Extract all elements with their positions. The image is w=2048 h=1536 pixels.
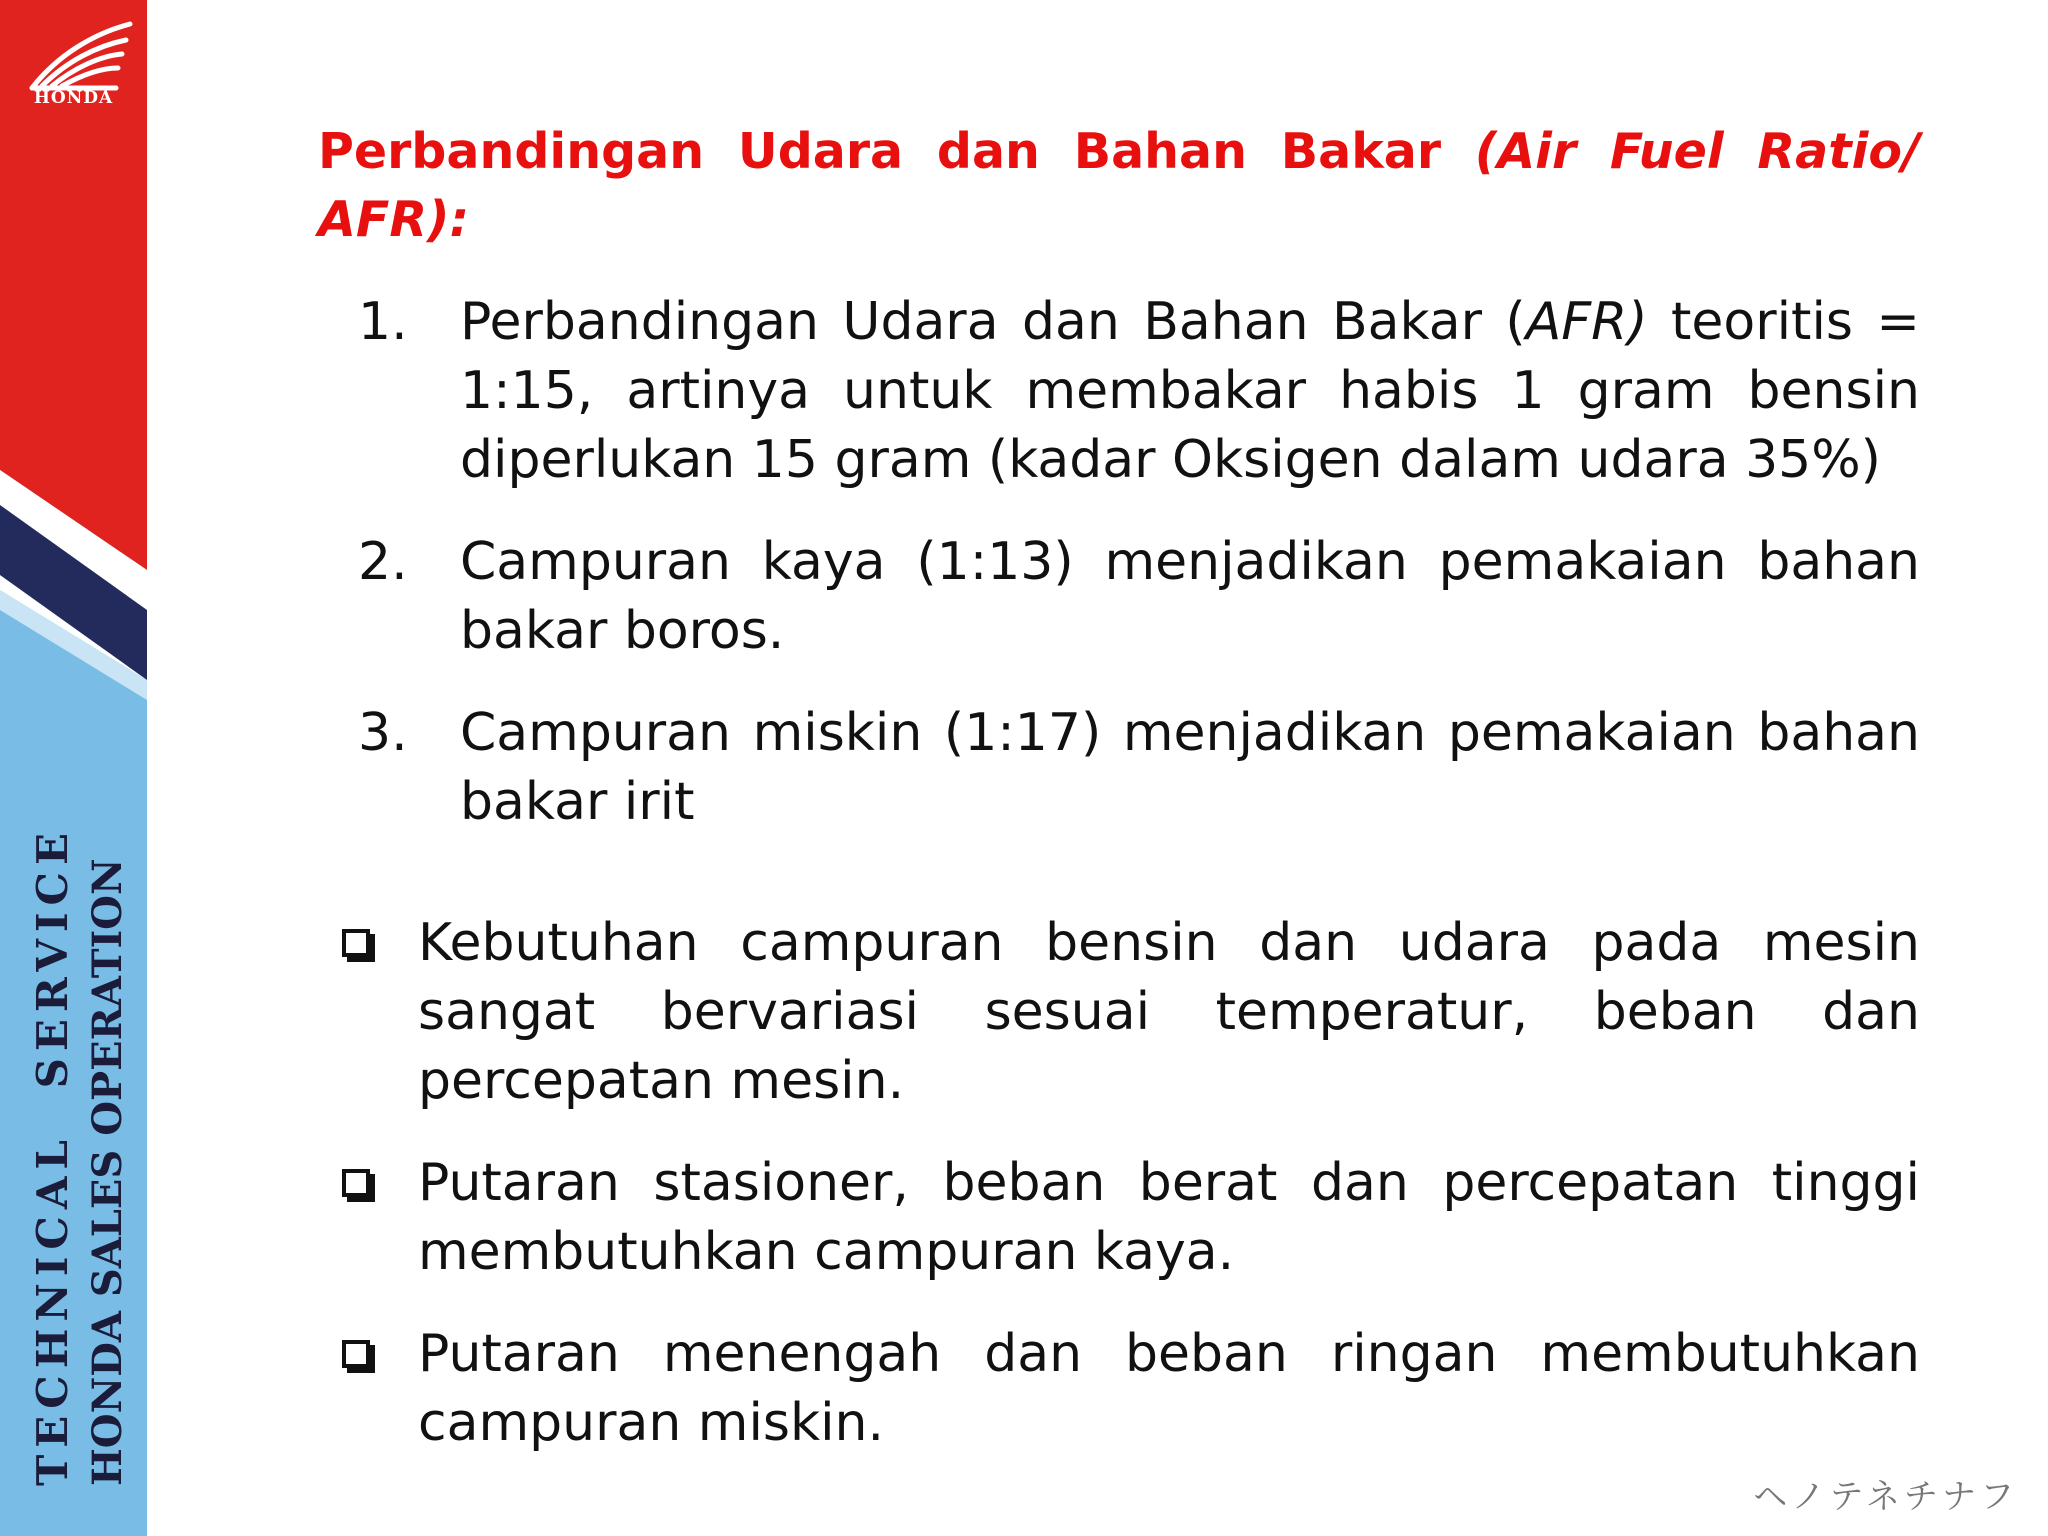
list-item (318, 528, 1920, 666)
slide-content (318, 118, 1920, 1491)
list-text: Campuran kaya (1:13) menjadikan pemakaian bahan bakar boros. (460, 532, 1920, 661)
list-item (318, 288, 1920, 495)
list-number: 1. (358, 292, 408, 352)
list-text: teoritis = 1:15, artinya untuk membakar habis 1 gram bensin diperlukan 15 gram (kadar Oksigen dalam udara 35%) (460, 292, 1920, 490)
vertical-title-honda-sales-operation: HONDA SALES OPERATION (84, 858, 131, 1486)
bullet-item (318, 909, 1920, 1116)
checkbox-bullet-icon (342, 1169, 370, 1197)
brand-name: HONDA (33, 88, 114, 108)
bullet-text: Putaran menengah dan beban ringan membutuhkan campuran miskin. (418, 1324, 1920, 1453)
heading-main-text: Perbandingan Udara dan Bahan Bakar (318, 123, 1475, 180)
vertical-title-technical-service: TECHNICAL SERVICE (28, 826, 77, 1486)
list-text: Campuran miskin (1:17) menjadikan pemakaian bahan bakar irit (460, 703, 1920, 832)
checkbox-bullet-icon (342, 929, 370, 957)
slide-heading (318, 118, 1920, 254)
list-text: Perbandingan Udara dan Bahan Bakar ( (460, 292, 1526, 352)
bullet-list (318, 909, 1920, 1458)
list-number: 3. (358, 703, 408, 763)
sidebar-banner (0, 0, 147, 1536)
bullet-item (318, 1149, 1920, 1287)
bullet-text: Kebutuhan campuran bensin dan udara pada mesin sangat bervariasi sesuai temperatur, beban dan percepatan mesin. (418, 913, 1920, 1111)
list-item (318, 699, 1920, 837)
bullet-text: Putaran stasioner, beban berat dan percepatan tinggi membutuhkan campuran kaya. (418, 1153, 1920, 1282)
bullet-item (318, 1320, 1920, 1458)
list-term: AFR) (1525, 292, 1648, 352)
heading-italic-text: (Air Fuel Ratio/ AFR): (318, 123, 1920, 248)
list-number: 2. (358, 532, 408, 592)
footer-watermark: ヘノテネチナフ (1753, 1477, 2018, 1517)
checkbox-bullet-icon (342, 1340, 370, 1368)
numbered-list (318, 288, 1920, 837)
